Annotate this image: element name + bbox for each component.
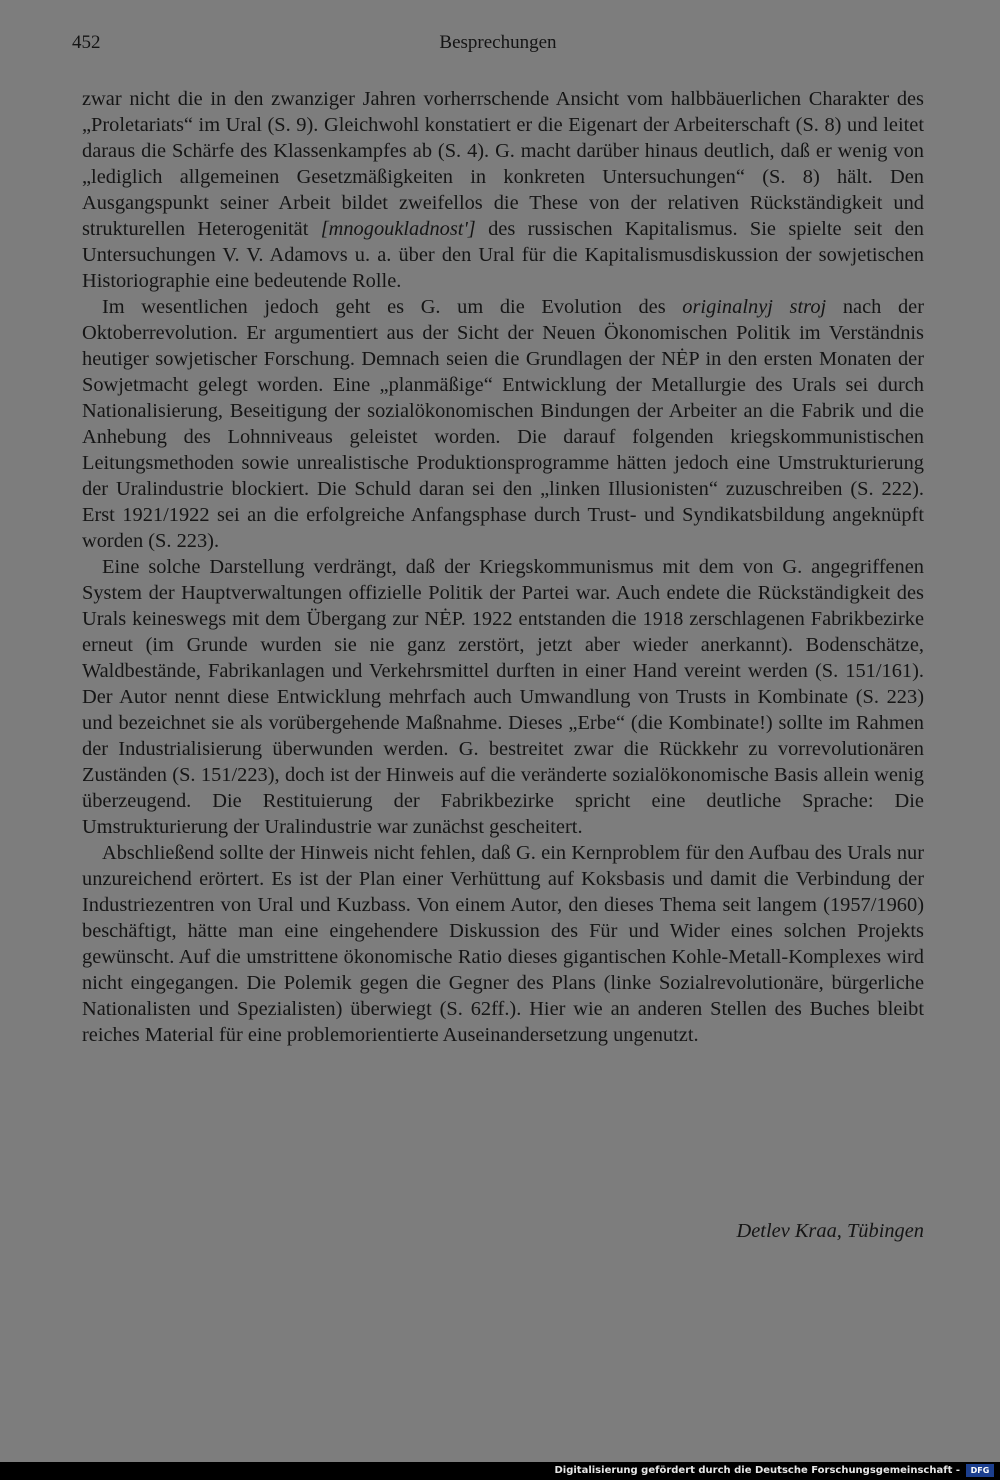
reviewer-signature: Detlev Kraa, Tübingen — [736, 1220, 924, 1242]
section-title: Besprechungen — [439, 32, 557, 53]
paragraph-1-text: zwar nicht die in den zwanziger Jahren vorherrschende Ansicht vom halbbäuerlichen Charakter des „Proletariats“ im Ural (S. 9). Gleichwohl konstatiert er die Eigenart der Arbeiterschaft (S. 8) und leitet daraus die Schärfe des Klassenkampfes ab (S. 4). G. macht darüber hinaus deutlich, daß er wenig von „lediglich allgemeinen Gesetzmäßigkeiten in konkreten Untersuchungen“ (S. 8) hält. Den Ausgangspunkt seiner Arbeit bildet zweifellos die These von der relativen Rückständigkeit und strukturellen Heterogenität — [82, 88, 924, 240]
funding-credit: Digitalisierung gefördert durch die Deutsche Forschungsgemeinschaft - — [554, 1465, 960, 1476]
paragraph-2-rest: nach der Oktoberrevolution. Er argumentiert aus der Sicht der Neuen Ökonomischen Politik im Verständnis heutiger sowjetischer Forschung. Demnach seien die Grundlagen der NĖP in den ersten Monaten der Sowjetmacht gelegt worden. Eine „planmäßige“ Entwicklung der Metallurgie des Urals sei durch Nationalisierung, Beseitigung der sozialökonomischen Bindungen der Arbeiter an die Fabrik und die Anhebung des Lohnniveaus geleistet worden. Die darauf folgenden kriegskommunistischen Leitungsmethoden sowie unrealistische Produktionsprogramme hätten jedoch eine Umstrukturierung der Uralindustrie blockiert. Die Schuld daran sei den „linken Illusionisten“ zuzuschreiben (S. 222). Erst 1921/1922 sei an die erfolgreiche Anfangsphase durch Trust- und Syndikatsbildung angeknüpft worden (S. 223). — [82, 296, 924, 552]
paragraph-1-rest: des russischen Kapitalismus. Sie spielte seit den Untersuchungen V. V. Adamovs u. a. über den Ural für die Kapitalismusdiskussion der sowjetischen Historiographie eine bedeutende Rolle. — [82, 218, 924, 292]
paragraph-1 — [82, 86, 924, 294]
paragraph-2-start: Im wesentlichen jedoch geht es G. um die Evolution des — [102, 296, 666, 318]
digitization-footer — [0, 1462, 1000, 1480]
page-number: 452 — [72, 32, 101, 53]
review-text — [82, 86, 924, 1048]
russian-term-originalnyj-stroj: originalnyj stroj — [682, 296, 827, 318]
russian-term-mnogoukladnost: [mnogoukladnost'] — [320, 218, 476, 240]
paragraph-3: Eine solche Darstellung verdrängt, daß der Kriegskommunismus mit dem von G. angegriffenen System der Hauptverwaltungen offizielle Politik der Partei war. Auch endete die Rückständigkeit des Urals keineswegs mit dem Übergang zur NĖP. 1922 entstanden die 1918 zerschlagenen Fabrikbezirke erneut (im Grunde wurden sie nie ganz zerstört, jetzt aber wieder anerkannt). Bodenschätze, Waldbestände, Fabrikanlagen und Verkehrsmittel durften in einer Hand vereint werden (S. 151/161). Der Autor nennt diese Entwicklung mehrfach auch Umwandlung von Trusts in Kombinate (S. 223) und bezeichnet sie als vorübergehende Maßnahme. Dieses „Erbe“ (die Kombinate!) sollte im Rahmen der Industrialisierung überwunden werden. G. bestreitet zwar die Rückkehr zu vorrevolutionären Zuständen (S. 151/223), doch ist der Hinweis auf die veränderte sozialökonomische Basis allein wenig überzeugend. Die Restituierung der Fabrikbezirke spricht eine deutliche Sprache: Die Umstrukturierung der Uralindustrie war zunächst gescheitert. — [82, 556, 924, 838]
paragraph-4: Abschließend sollte der Hinweis nicht fehlen, daß G. ein Kernproblem für den Aufbau des Urals nur unzureichend erörtert. Es ist der Plan einer Verhüttung auf Koksbasis und damit die Verbindung der Industriezentren von Ural und Kuzbass. Von einem Autor, den dieses Thema seit langem (1957/1960) beschäftigt, hätte man eine eingehendere Diskussion des Für und Wider eines solchen Projekts gewünscht. Auf die umstrittene ökonomische Ratio dieses gigantischen Kohle-Metall-Komplexes wird nicht eingegangen. Die Polemik gegen die Gegner des Plans (linke Sozialrevolutionäre, bürgerliche Nationalisten und Spezialisten) überwiegt (S. 62ff.). Hier wie an anderen Stellen des Buches bleibt reiches Material für eine problemorientierte Auseinandersetzung ungenutzt. — [82, 842, 924, 1046]
dfg-logo: DFG — [966, 1464, 994, 1477]
running-header — [72, 32, 924, 60]
paragraph-2 — [82, 294, 924, 554]
